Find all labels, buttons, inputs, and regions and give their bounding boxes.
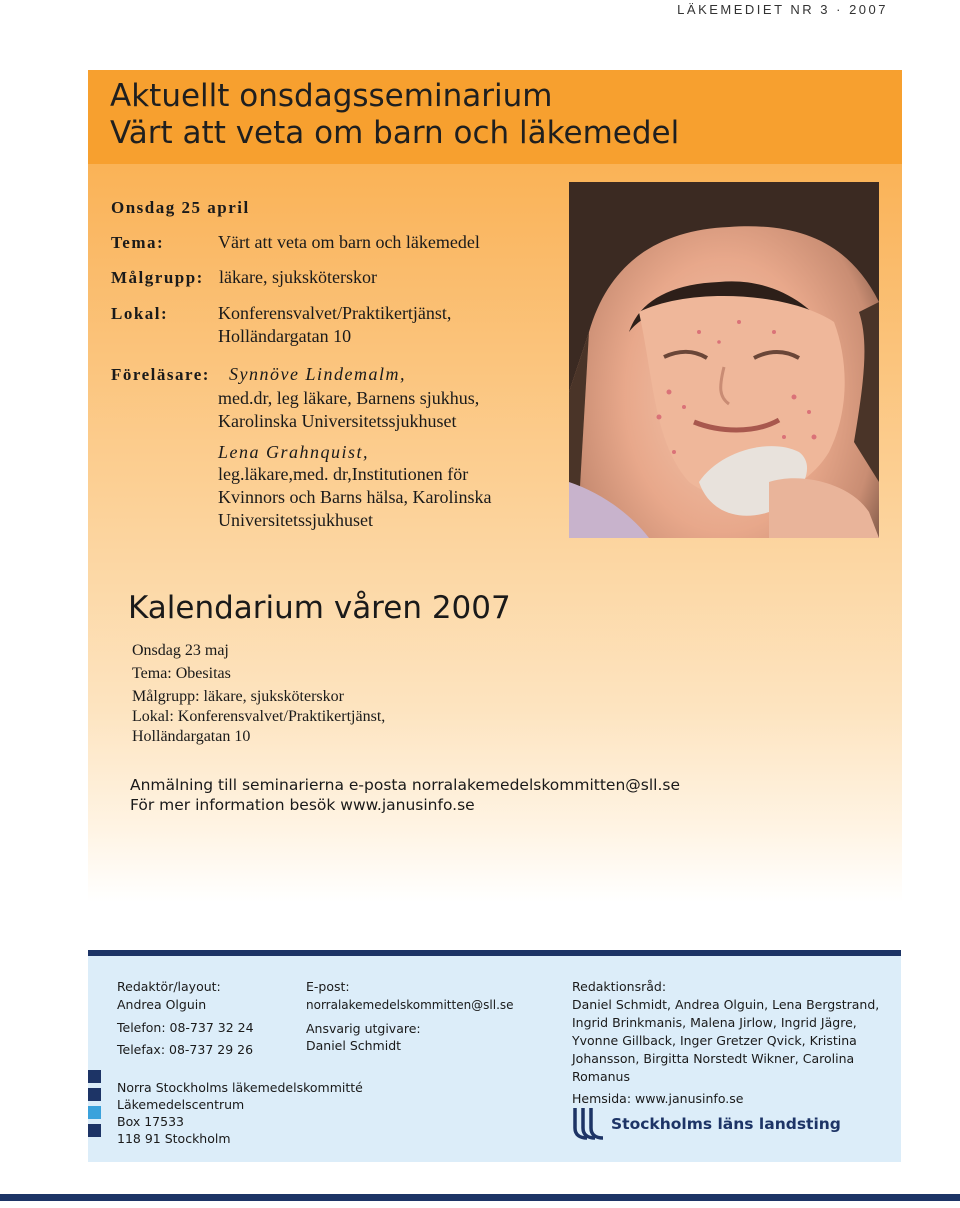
- sll-logo-icon: [571, 1108, 607, 1140]
- lokal-value-1: Konferensvalvet/Praktikertjänst,: [218, 303, 452, 323]
- running-header: LÄKEMEDIET NR 3 · 2007: [677, 2, 888, 17]
- footer-square-1: [88, 1070, 101, 1083]
- sll-logo: [571, 1108, 841, 1142]
- child-photo: [569, 182, 879, 538]
- calendar-malgrupp: Målgrupp: läkare, sjuksköterskor: [132, 688, 344, 705]
- title-band: [88, 70, 902, 164]
- publisher-name: Daniel Schmidt: [306, 1038, 402, 1053]
- seminar-title-line2: Värt att veta om barn och läkemedel: [110, 115, 680, 151]
- phone: Telefon: 08-737 32 24: [117, 1020, 254, 1035]
- tema-label: Tema:: [111, 233, 165, 252]
- publisher-label: Ansvarig utgivare:: [306, 1021, 421, 1036]
- tema-value: Värt att veta om barn och läkemedel: [218, 232, 480, 252]
- child-photo-illustration: [569, 182, 879, 538]
- sll-logo-text: Stockholms läns landsting: [611, 1115, 841, 1133]
- calendar-tema: Tema: Obesitas: [132, 665, 231, 682]
- lokal-label: Lokal:: [111, 304, 169, 323]
- malgrupp-label: Målgrupp:: [111, 268, 204, 287]
- board-line3: Yvonne Gillback, Inger Gretzer Qvick, Kristina: [572, 1033, 857, 1048]
- registration-email-line: Anmälning till seminarierna e-posta norralakemedelskommitten@sll.se: [130, 776, 680, 794]
- editor-name: Andrea Olguin: [117, 997, 207, 1012]
- email-value: norralakemedelskommitten@sll.se: [306, 998, 514, 1012]
- seminar-panel: [88, 70, 902, 902]
- forelasare-label: Föreläsare:: [111, 365, 210, 384]
- bottom-rule: [0, 1194, 960, 1201]
- calendar-title: Kalendarium våren 2007: [128, 590, 511, 626]
- fax: Telefax: 08-737 29 26: [117, 1042, 254, 1057]
- footer-colophon: [88, 950, 901, 1162]
- lecturer2-line3: Universitetssjukhuset: [218, 510, 373, 530]
- lecturer2-line2: Kvinnors och Barns hälsa, Karolinska: [218, 487, 492, 507]
- seminar-date: Onsdag 25 april: [111, 198, 250, 217]
- address-line2: Läkemedelscentrum: [117, 1097, 245, 1112]
- lecturer2-name: Lena Grahnquist,: [218, 442, 370, 462]
- lecturer1-name: Synnöve Lindemalm,: [229, 364, 406, 384]
- board-line5: Romanus: [572, 1069, 630, 1084]
- editor-label: Redaktör/layout:: [117, 979, 221, 994]
- calendar-lokal: Lokal: Konferensvalvet/Praktikertjänst,: [132, 708, 386, 725]
- footer-square-2: [88, 1088, 101, 1101]
- calendar-address: Holländargatan 10: [132, 728, 251, 745]
- footer-square-4: [88, 1124, 101, 1137]
- calendar-date: Onsdag 23 maj: [132, 642, 229, 659]
- address-line3: Box 17533: [117, 1114, 184, 1129]
- lecturer1-line2: Karolinska Universitetssjukhuset: [218, 411, 457, 431]
- board-label: Redaktionsråd:: [572, 979, 667, 994]
- lecturer2-line1: leg.läkare,med. dr,Institutionen för: [218, 464, 469, 484]
- address-line1: Norra Stockholms läkemedelskommitté: [117, 1080, 363, 1095]
- board-line2: Ingrid Brinkmanis, Malena Jirlow, Ingrid Jägre,: [572, 1015, 857, 1030]
- lecturer1-line1: med.dr, leg läkare, Barnens sjukhus,: [218, 388, 480, 408]
- lokal-value-2: Holländargatan 10: [218, 326, 352, 346]
- board-line1: Daniel Schmidt, Andrea Olguin, Lena Bergstrand,: [572, 997, 880, 1012]
- address-line4: 118 91 Stockholm: [117, 1131, 231, 1146]
- footer-square-3: [88, 1106, 101, 1119]
- board-line4: Johansson, Birgitta Norstedt Wikner, Carolina: [572, 1051, 855, 1066]
- registration-info-line: För mer information besök www.janusinfo.se: [130, 796, 475, 814]
- malgrupp-value: läkare, sjuksköterskor: [219, 267, 377, 287]
- email-label: E-post:: [306, 979, 350, 994]
- website: Hemsida: www.janusinfo.se: [572, 1091, 744, 1106]
- seminar-title-line1: Aktuellt onsdagsseminarium: [110, 78, 553, 114]
